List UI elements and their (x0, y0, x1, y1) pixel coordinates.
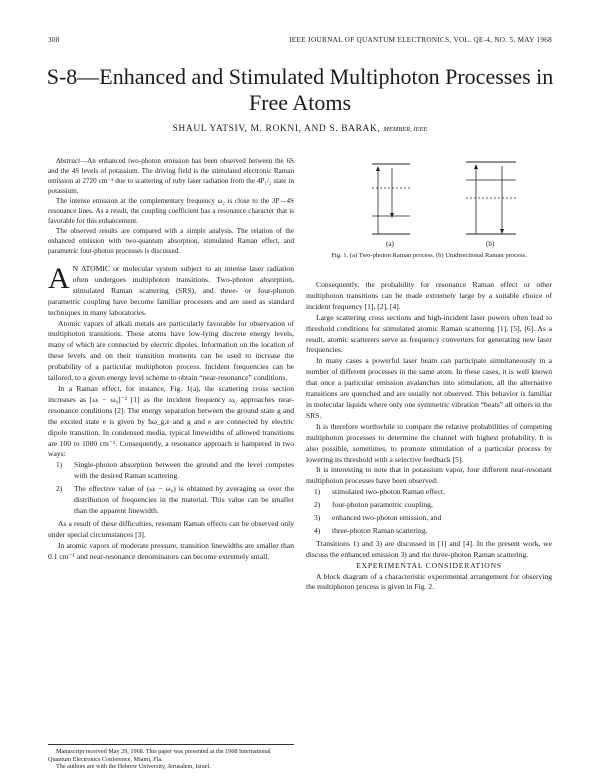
body-right-p6: Transitions 1) and 3) are discussed in [1] and [4]. In the present work, we discuss the enhanced emission 3) and the three-photon Raman scattering. (306, 538, 552, 559)
body-left-p4: As a result of these difficulties, resonant Raman effects can be observed only under special circumstances [3]. (48, 518, 294, 539)
body-right-p1: Consequently, the probability for resonance Raman effect or other multiphoton transitions can be made extremely large by a suitable choice of incident frequency [1], [2], [4]. (306, 280, 552, 311)
page-number: 308 (48, 36, 60, 44)
intro-text: N ATOMIC or molecular system subject to an intense laser radiation often undergoes multiphoton transitions. Two-photon absorption, stimulated Raman scattering (SRS), and three- or four-photon parametric coupling have become familiar processes and are used as standard techniques in many laboratories. (48, 264, 294, 317)
process-list (306, 487, 552, 537)
list-number: 2) (314, 500, 321, 510)
journal-header: IEEE JOURNAL OF QUANTUM ELECTRONICS, VOL. QE-4, NO. 5, MAY 1968 (289, 36, 552, 44)
list-item (56, 460, 294, 482)
energy-level-diagram (306, 154, 552, 254)
body-left-p2: Atomic vapors of alkali metals are particularly favorable for observation of multiphoton transitions. These atoms have low-lying discrete energy levels, many of which are connected by electric dipoles. Information on the location of these levels and on their transition moments can be used to increase the probability of a particular multiphoton process. Incident frequencies can be tailored, to a given energy level scheme to obtain “near-resonance” conditions. (48, 318, 294, 383)
arrowhead (376, 166, 380, 171)
footnote-p1: Manuscript received May 29, 1968. This paper was presented at the 1968 International Quantum Electronics Conference, Miami, Fla. (48, 748, 271, 763)
dropcap: A (48, 262, 70, 295)
list-item (314, 526, 552, 537)
list-text: enhanced two-photon emission, and (332, 513, 442, 523)
author-names: SHAUL YATSIV, M. ROKNI, AND S. BARAK, (172, 124, 381, 134)
abstract-p3: The observed results are compared with a simple analysis. The relation of the enhanced emission with two-quantum absorption, stimulated Raman effect, and parametric four-photon processes is discussed. (48, 227, 294, 255)
list-number: 1) (314, 487, 321, 497)
list-text: stimulated two-photon Raman effect, (332, 487, 445, 497)
section-heading: EXPERIMENTAL CONSIDERATIONS (356, 560, 502, 570)
list-item (56, 484, 294, 517)
resonance-list (48, 460, 294, 517)
body-right-p7: A block diagram of a characteristic experimental arrangement for observing the multiphoton process is given in Fig. 2. (306, 571, 552, 592)
figure-label-a: (a) (386, 240, 394, 248)
intro-paragraph (48, 264, 294, 319)
list-item (314, 513, 552, 524)
footnote-p2: The authors are with the Hebrew University, Jerusalem, Israel. (56, 763, 211, 771)
list-item (314, 487, 552, 498)
list-number: 4) (314, 525, 321, 535)
arrowhead (390, 213, 394, 218)
figure-label-b: (b) (486, 240, 495, 248)
body-right-p4: It is therefore worthwhile to compare the relative probabilities of competing multiphoton processes to determine the channel with highest probability. It is also possible, sometimes, to promote stimulation of a particular process by lowering its threshold with a selective feedback [5]. (306, 421, 552, 464)
body-right-p3: In many cases a powerful laser beam can participate simultaneously in a number of different processes in the same atom. In these cases, it is well known that once a particular emission avalanches into stimulation, all the alternative transitions are quenched and are usually not observed. This behavior is familiar in molecular liquids where only one symmetric vibration “beats” all others in the SRS. (306, 356, 552, 420)
author-affiliation: MEMBER, IEEE (383, 126, 428, 133)
author-line (40, 124, 560, 134)
abstract-p1: —An enhanced two-photon emission has been observed between the 6S and the 4S levels of potassium. The driving field is the stimulated electronic Raman emission at 2720 cm⁻¹ due to scattering of ruby laser radiation from the 4P₁/₂ state in potassium. (48, 157, 294, 195)
figure-caption: Fig. 1. (a) Two-photon Raman process. (b) Unidirectional Raman process. (331, 252, 527, 259)
list-text: four-photon parametric coupling, (332, 500, 433, 510)
list-text: Single-photon absorption between the ground and the level competes with the desired Raman scattering. (74, 460, 294, 481)
arrowhead (474, 164, 478, 169)
list-text: The effective value of (ωᵢ − ω₀) is obtained by averaging ωᵢ over the distribution of frequencies in the material. This value can be smaller than the apparent linewidth. (74, 484, 294, 515)
list-number: 2) (56, 484, 63, 494)
list-number: 3) (314, 513, 321, 523)
body-left-p3: In a Raman effect, for instance, Fig. 1(a), the scattering cross section increases as [ωᵢ − ω₀]⁻² [1] as the incident frequency ω₀ approaches near-resonance conditions [2]. The energy separation between the ground state g and the excited state e is given by ħω_g,e and g and e are connected by electric dipole transition. In condensed media, typical linewidths of allowed transitions are 100 to 1000 cm⁻¹. Consequently, a resonance approach is hampered in two ways: (48, 383, 294, 459)
list-number: 1) (56, 460, 63, 470)
list-item (314, 500, 552, 511)
right-column (306, 280, 552, 593)
body-right-p2: Large scattering cross sections and high-incident laser powers often lead to threshold conditions for stimulated atomic Raman scattering [1], [5], [6]. As a result, atomic scatterers serve as frequency converters for generating new laser frequencies. (306, 312, 552, 355)
abstract-label: Abstract (56, 157, 81, 165)
body-right-p5: It is interesting to note that in potassium vapor, four different near-resonant multiphoton processes have been observed: (306, 465, 552, 486)
list-text: three-photon Raman scattering. (332, 525, 428, 535)
running-header (48, 36, 552, 48)
paper-title: S-8—Enhanced and Stimulated Multiphoton Processes in Free Atoms (46, 64, 554, 115)
abstract-p2: The intense emission at the complementary frequency ω₂ is close to the 3P→4S resonance lines. As a result, the coupling coefficient has a resonance character that is favorable for this enhancement. (48, 197, 294, 225)
abstract (48, 156, 294, 256)
footnote (48, 744, 294, 771)
left-column (48, 156, 294, 562)
arrowhead (500, 229, 504, 234)
body-left-p5: In atomic vapors of moderate pressure, transition linewidths are smaller than 0.1 cm⁻¹ and near-resonance denominators can become extremely small. (48, 540, 294, 561)
